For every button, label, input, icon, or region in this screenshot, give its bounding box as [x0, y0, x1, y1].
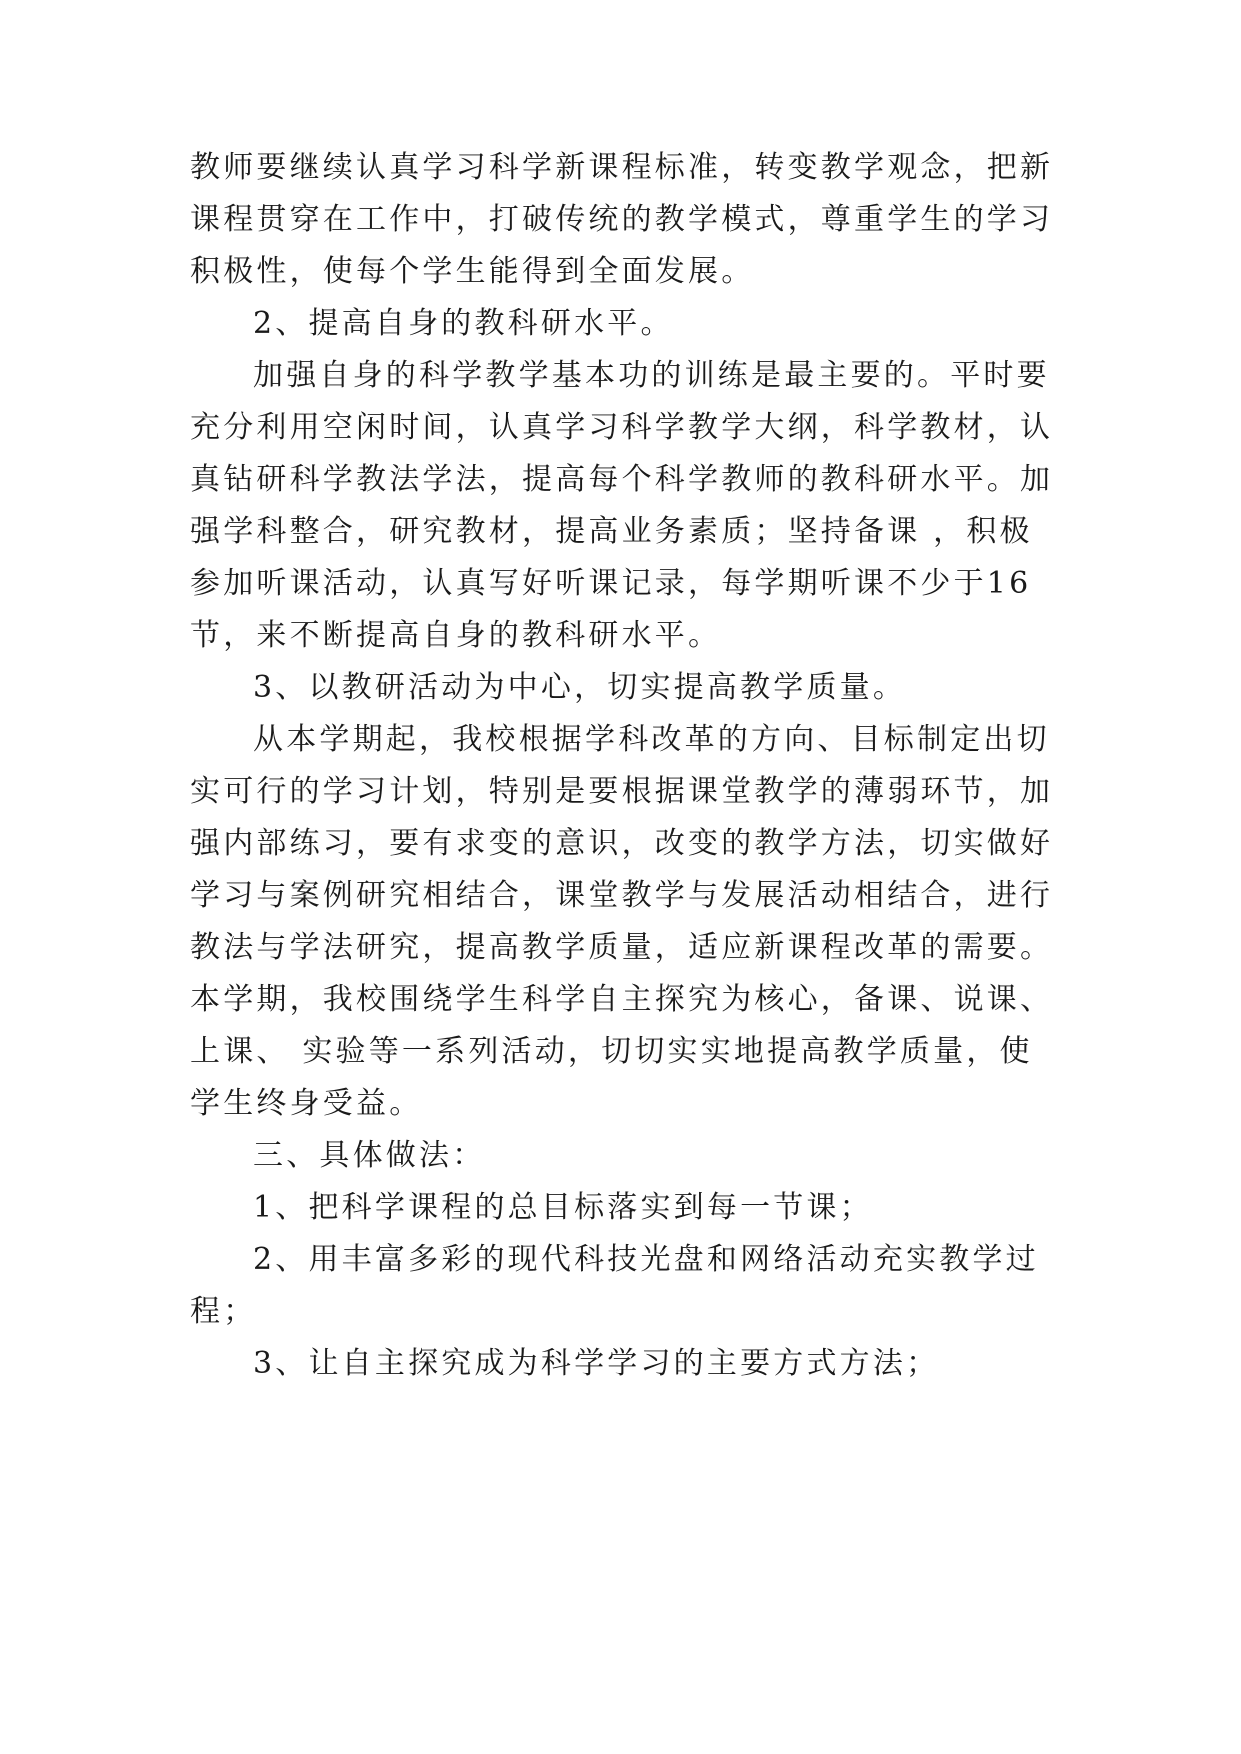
- list-item: 2、用丰富多彩的现代科技光盘和网络活动充实教学过: [253, 1242, 1039, 1277]
- text-line: 学生终身受益。: [190, 1086, 423, 1121]
- text-line: 强内部练习，要有求变的意识，改变的教学方法，切实做好: [190, 826, 1054, 861]
- text-line: 强学科整合，研究教材，提高业务素质；坚持备课 ，积极: [190, 514, 1033, 549]
- text-line: 教法与学法研究，提高教学质量，适应新课程改革的需要。: [190, 930, 1054, 965]
- text-line: 本学期，我校围绕学生科学自主探究为核心，备课、说课、: [190, 982, 1054, 1017]
- list-item: 1、把科学课程的总目标落实到每一节课；: [253, 1190, 873, 1225]
- list-item: 3、让自主探究成为科学学习的主要方式方法；: [253, 1346, 940, 1381]
- text-line: 节，来不断提高自身的教科研水平。: [190, 618, 722, 653]
- text-line: 真钻研科学教法学法，提高每个科学教师的教科研水平。加: [190, 462, 1054, 497]
- text-line: 积极性，使每个学生能得到全面发展。: [190, 254, 755, 289]
- section-heading: 三、具体做法：: [253, 1138, 486, 1173]
- text-line: 学习与案例研究相结合，课堂教学与发展活动相结合，进行: [190, 878, 1054, 913]
- text-line: 课程贯穿在工作中，打破传统的教学模式，尊重学生的学习: [190, 202, 1054, 237]
- section-heading: 3、以教研活动为中心，切实提高教学质量。: [253, 670, 907, 705]
- text-line: 实可行的学习计划，特别是要根据课堂教学的薄弱环节，加: [190, 774, 1054, 809]
- text-line: 加强自身的科学教学基本功的训练是最主要的。平时要: [253, 358, 1050, 393]
- text-line: 上课、 实验等一系列活动，切切实实地提高教学质量，使: [190, 1034, 1033, 1069]
- text-line: 参加听课活动，认真写好听课记录，每学期听课不少于16: [190, 566, 1032, 601]
- section-heading: 2、提高自身的教科研水平。: [253, 306, 674, 341]
- text-line: 教师要继续认真学习科学新课程标准，转变教学观念，把新: [190, 150, 1054, 185]
- text-line: 从本学期起，我校根据学科改革的方向、目标制定出切: [253, 722, 1050, 757]
- text-line: 充分利用空闲时间，认真学习科学教学大纲，科学教材，认: [190, 410, 1054, 445]
- text-line: 程；: [190, 1294, 257, 1329]
